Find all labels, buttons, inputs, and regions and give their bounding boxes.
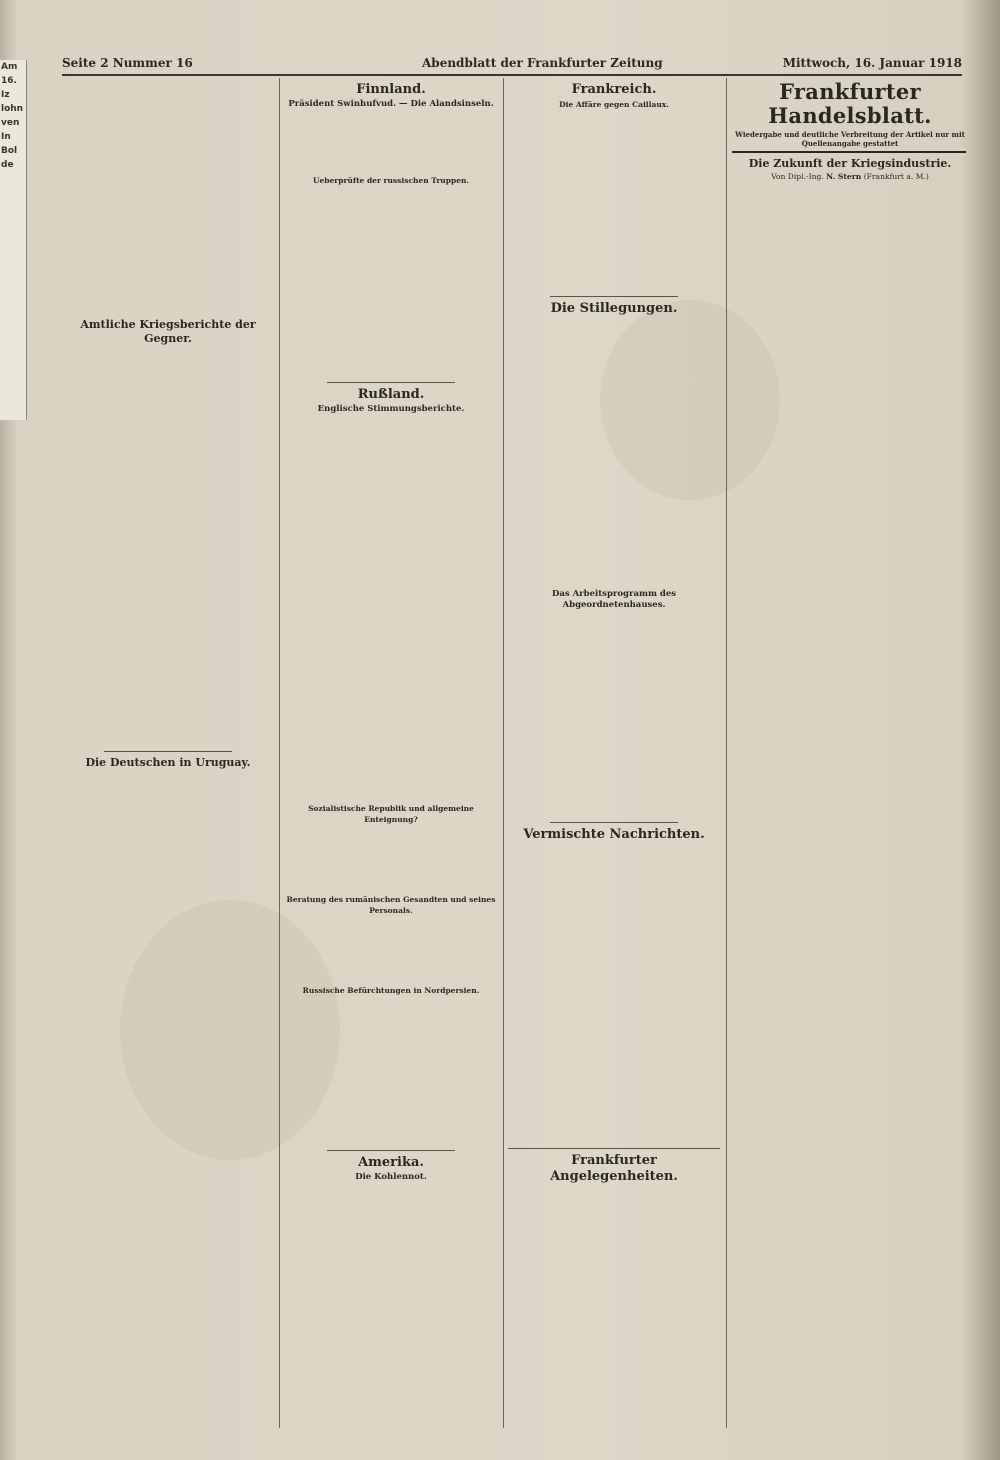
article-subtitle: Sozialistische Republik und allgemeine Enteignung? — [308, 804, 474, 824]
article-subtitle: Russische Befürchtungen in Nordpersien. — [302, 986, 480, 995]
edge-text: ven — [1, 118, 20, 128]
page-header — [62, 56, 962, 76]
body-text — [508, 844, 720, 1144]
reprint-notice: Wiedergabe und deutliche Verbreitung der Artikel nur mit Quellenangabe gestattet — [735, 130, 965, 148]
article-subtitle: Die Affäre gegen Caillaux. — [559, 100, 669, 109]
section-title: Finnland. — [356, 82, 426, 97]
column-2 — [284, 78, 498, 1428]
column-rule — [279, 78, 280, 1428]
body-text — [62, 347, 274, 747]
article-subtitle: Das Arbeitsprogramm des Abgeordnetenhauses. — [551, 589, 677, 610]
section-masthead: Frankfurter Handelsblatt. — [768, 79, 932, 128]
edge-text: Bol — [1, 146, 18, 156]
author-prefix: Von Dipl.-Ing. — [771, 172, 824, 181]
article-byline — [732, 172, 968, 182]
article-title: Amtliche Kriegsberichte der Gegner. — [80, 318, 256, 345]
adjacent-page-edge — [0, 60, 27, 420]
author-place: (Frankfurt a. M.) — [863, 172, 929, 181]
edge-text: 16. — [1, 76, 17, 86]
edge-text: lohn — [1, 104, 24, 114]
section-title: Frankreich. — [571, 82, 657, 97]
edge-text: Iz — [1, 90, 10, 100]
edge-text: In — [1, 132, 11, 142]
edge-text: Am — [1, 62, 18, 72]
section-title: Rußland. — [357, 387, 425, 402]
section-title: Die Stillegungen. — [550, 301, 678, 316]
column-3 — [508, 78, 720, 1428]
article-subtitle: Ueberprüfte der russischen Truppen. — [312, 176, 470, 185]
article-subtitle: Englische Stimmungsberichte. — [317, 404, 465, 414]
author-name: N. Stern — [826, 172, 862, 181]
article-subtitle: Beratung des rumänischen Gesandten und seines Personals. — [286, 895, 496, 915]
issue-date: Mittwoch, 16. Januar 1918 — [782, 56, 962, 70]
body-text — [284, 112, 498, 174]
section-title: Frankfurter Angelegenheiten. — [550, 1153, 678, 1184]
column-rule — [503, 78, 504, 1428]
body-text — [284, 417, 498, 802]
body-text — [284, 918, 498, 984]
edge-text: de — [1, 160, 14, 170]
article-subtitle: Die Kohlennot. — [355, 1172, 427, 1182]
column-4 — [732, 78, 968, 1428]
body-text — [508, 112, 720, 292]
article-subtitle: Präsident Swinhufvud. — Die Alandsinseln. — [288, 99, 494, 109]
column-1 — [62, 78, 274, 1428]
body-text — [508, 613, 720, 818]
section-title: Vermischte Nachrichten. — [523, 827, 705, 842]
column-rule — [726, 78, 727, 1428]
body-text — [284, 998, 498, 1146]
page-number: Seite 2 Nummer 16 — [62, 56, 193, 70]
article-title: Die Zukunft der Kriegsindustrie. — [748, 157, 952, 170]
newspaper-name: Abendblatt der Frankfurter Zeitung — [422, 56, 663, 70]
body-text — [508, 318, 720, 588]
body-text — [284, 827, 498, 893]
article-title: Die Deutschen in Uruguay. — [85, 756, 251, 769]
body-text — [284, 188, 498, 378]
section-title: Amerika. — [358, 1155, 424, 1170]
page-edge-shadow — [966, 0, 1000, 1460]
